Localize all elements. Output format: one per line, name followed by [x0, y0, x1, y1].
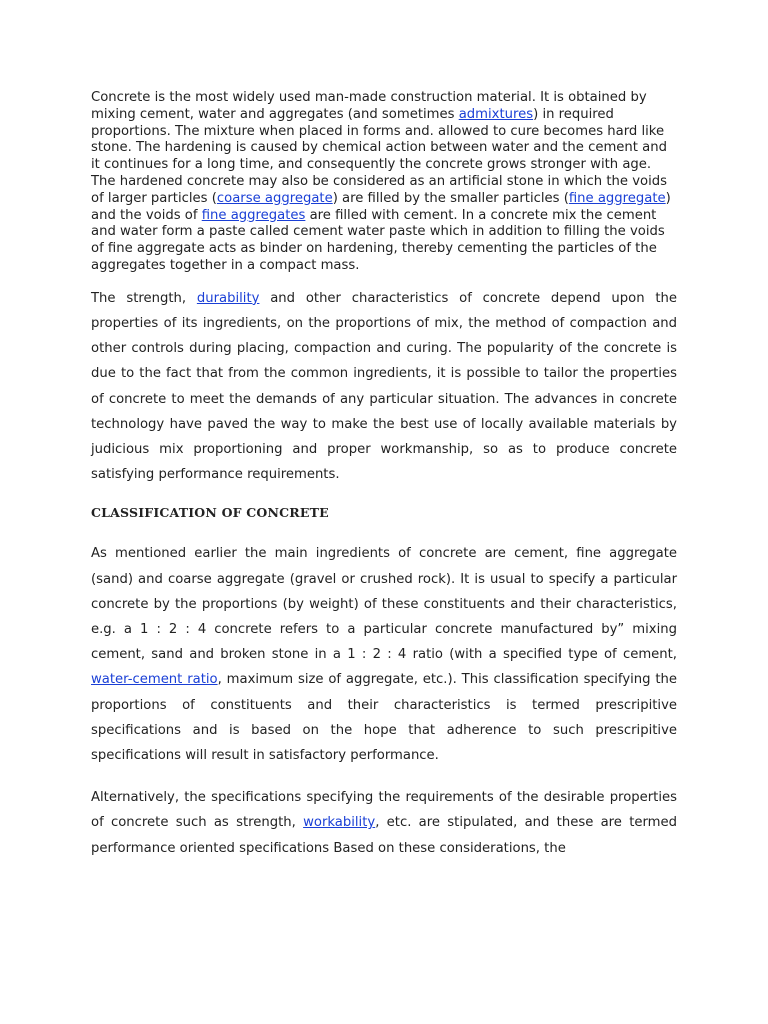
- text-run: ) and the voids of: [91, 190, 671, 223]
- paragraph-alternatively: [91, 785, 677, 861]
- text-run: As mentioned earlier the main ingredients of concrete are cement, fine aggregate (sand) and coarse aggregate (gravel or crushed rock). It is usual to specify a particular concrete by the proportions (by weight) of these constituents and their characteristics, e.g. a 1 : 2 : 4 concrete refers to a particular concrete manufactured by” mixing cement, sand and broken stone in a 1 : 2 : 4 ratio (with a specified type of cement,: [91, 546, 677, 663]
- paragraph-strength: [91, 286, 677, 488]
- text-run: , maximum size of aggregate, etc.). This classification specifying the proportions of constituents and their characteristics is termed prescripitive specifications and is based on the hope that adherence to such prescripitive specifications will result in satisfactory performance.: [91, 672, 678, 764]
- document-page: [91, 90, 677, 861]
- link-workability[interactable]: workability: [303, 815, 376, 831]
- text-run: are filled with cement. In a concrete mix the cement and water form a paste called cement water paste which in addition to filling the voids of fine aggregate acts as binder on hardening, thereby cementing the particles of the aggregates together in a compact mass.: [91, 207, 665, 273]
- section-heading: CLASSIFICATION OF CONCRETE: [91, 505, 329, 521]
- text-run: ) in required proportions. The mixture when placed in forms and. allowed to cure becomes hard like stone. The hardening is caused by chemical action between water and the cement and it continues for a long time, and consequently the concrete grows stronger with age. The hardened concrete may also be considered as an artificial stone in which the voids of larger particles (: [91, 106, 667, 206]
- text-run: , etc. are stipulated, and these are termed performance oriented specifications Based on these considerations, the: [91, 815, 677, 856]
- text-run: and other characteristics of concrete depend upon the properties of its ingredients, on the proportions of mix, the method of compaction and other controls during placing, compaction and curing. The popularity of the concrete is due to the fact that from the common ingredients, it is possible to tailor the properties of concrete to meet the demands of any particular situation. The advances in concrete technology have paved the way to make the best use of locally available materials by judicious mix proportioning and proper workmanship, so as to produce concrete satisfying performance requirements.: [91, 290, 678, 483]
- link-coarse-aggregate[interactable]: coarse aggregate: [216, 190, 333, 206]
- text-run: ) are filled by the smaller particles (: [332, 190, 569, 206]
- text-run: Concrete is the most widely used man-made construction material. It is obtained by mixing cement, water and aggregates (and sometimes: [91, 90, 647, 122]
- text-run: Alternatively, the specifications specifying the requirements of the desirable properties of concrete such as strength,: [91, 790, 677, 831]
- paragraph-classification: [91, 541, 677, 768]
- link-fine-aggregate[interactable]: fine aggregate: [568, 190, 666, 206]
- text-run: The strength,: [91, 290, 197, 306]
- link-fine-aggregates[interactable]: fine aggregates: [201, 207, 306, 223]
- paragraph-intro: [91, 90, 677, 275]
- link-admixtures[interactable]: admixtures: [458, 106, 534, 122]
- link-durability[interactable]: durability: [196, 290, 260, 306]
- link-water-cement-ratio[interactable]: water-cement ratio: [91, 672, 218, 688]
